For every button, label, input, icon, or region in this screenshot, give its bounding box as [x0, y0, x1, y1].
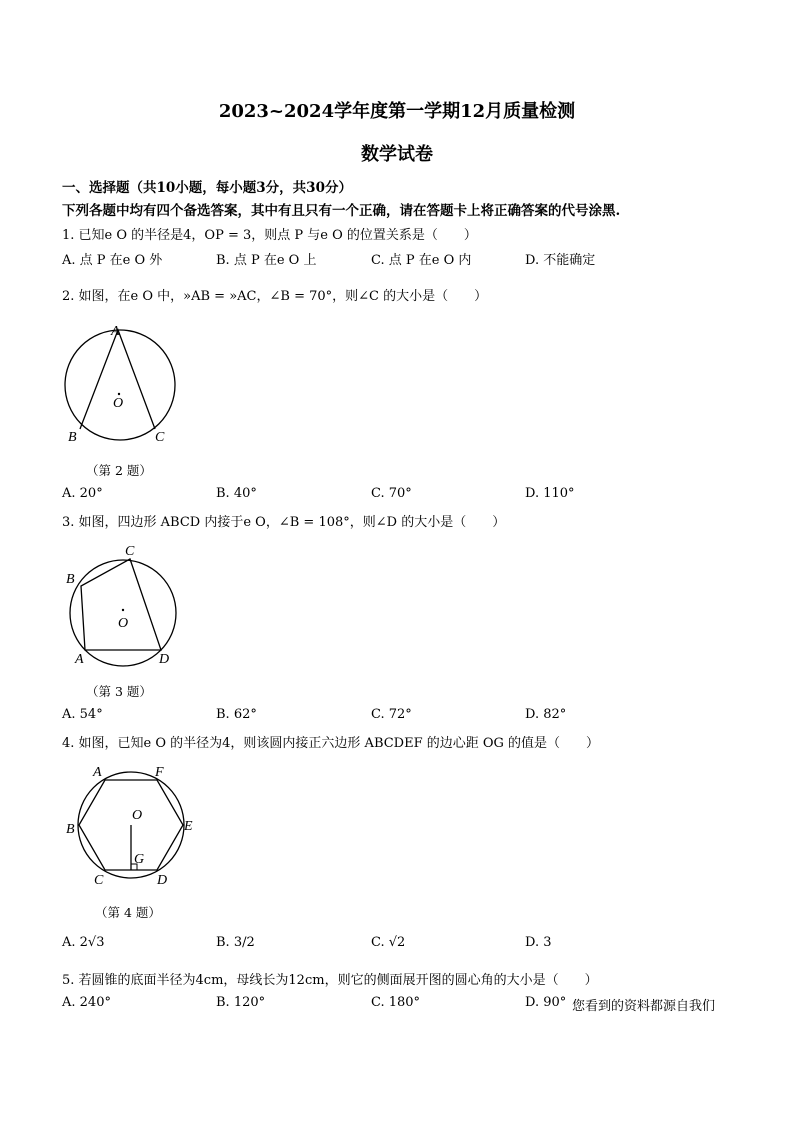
- q4-option-c: C. √2: [371, 935, 406, 950]
- q3-label-c: C: [125, 544, 135, 559]
- q1-option-c: C. 点 P 在e O 内: [371, 253, 472, 268]
- q3-option-c: C. 72°: [371, 707, 412, 722]
- q4-option-b: B. 3/2: [216, 935, 255, 950]
- exam-subtitle: 数学试卷: [361, 144, 433, 165]
- q4-option-d: D. 3: [525, 935, 552, 950]
- figure-q2: [55, 318, 195, 448]
- q3-quadrilateral: [81, 559, 161, 650]
- q1-option-b: B. 点 P 在e O 上: [216, 253, 317, 268]
- question-2-stem: 2. 如图，在e O 中，»AB = »AC，∠B = 70°，则∠C 的大小是（ ）: [62, 289, 488, 304]
- q4-caption: （第 4 题）: [95, 905, 161, 920]
- q4-label-d: D: [157, 873, 168, 888]
- q4-label-e: E: [184, 819, 193, 834]
- q3-option-a: A. 54°: [62, 707, 103, 722]
- q4-label-g: G: [134, 852, 145, 867]
- q3-label-b: B: [66, 572, 75, 587]
- question-3-stem: 3. 如图，四边形 ABCD 内接于e O，∠B = 108°，则∠D 的大小是（ ）: [62, 515, 506, 530]
- figure-q3: [55, 540, 195, 670]
- q2-triangle-sides: [80, 330, 155, 429]
- q4-label-c: C: [94, 873, 104, 888]
- q4-label-b: B: [66, 822, 75, 837]
- q5-option-d: D. 90°: [525, 995, 567, 1010]
- q3-caption: （第 3 题）: [86, 684, 152, 699]
- question-1-stem: 1. 已知e O 的半径是4，OP = 3，则点 P 与e O 的位置关系是（ ）: [62, 228, 477, 243]
- q2-label-o: O: [113, 396, 124, 411]
- question-4-stem: 4. 如图，已知e O 的半径为4，则该圆内接正六边形 ABCDEF 的边心距 OG 的值是（ ）: [62, 736, 600, 751]
- q2-label-a: A: [111, 324, 120, 339]
- q5-option-a: A. 240°: [62, 995, 111, 1010]
- q2-label-b: B: [68, 430, 77, 445]
- q1-option-d: D. 不能确定: [525, 253, 596, 268]
- q2-option-c: C. 70°: [371, 486, 412, 501]
- q4-label-f: F: [155, 765, 164, 780]
- q3-center-point: [122, 609, 124, 611]
- q3-label-d: D: [159, 652, 170, 667]
- watermark-text: 您看到的资料都源自我们: [572, 999, 716, 1014]
- q2-center-point: [118, 393, 120, 395]
- q5-option-c: C. 180°: [371, 995, 421, 1010]
- exam-title: 2023~2024学年度第一学期12月质量检测: [218, 101, 576, 122]
- q1-option-a: A. 点 P 在e O 外: [62, 253, 163, 268]
- q3-option-d: D. 82°: [525, 707, 567, 722]
- q3-label-o: O: [118, 616, 129, 631]
- question-5-stem: 5. 若圆锥的底面半径为4cm，母线长为12cm，则它的侧面展开图的圆心角的大小是（ ）: [62, 973, 598, 988]
- q2-option-a: A. 20°: [62, 486, 103, 501]
- q4-label-a: A: [93, 765, 102, 780]
- q2-caption: （第 2 题）: [86, 463, 152, 478]
- figure-q4: [60, 760, 205, 890]
- q2-option-b: B. 40°: [216, 486, 257, 501]
- section-heading: 一、选择题（共10小题，每小题3分，共30分）: [62, 180, 352, 196]
- q4-option-a: A. 2√3: [62, 935, 105, 950]
- section-instruction: 下列各题中均有四个备选答案，其中有且只有一个正确，请在答题卡上将正确答案的代号涂黑.: [62, 203, 621, 219]
- q2-label-c: C: [155, 430, 165, 445]
- q4-label-o: O: [132, 808, 143, 823]
- q2-option-d: D. 110°: [525, 486, 575, 501]
- q3-label-a: A: [75, 652, 84, 667]
- q5-option-b: B. 120°: [216, 995, 266, 1010]
- q3-option-b: B. 62°: [216, 707, 257, 722]
